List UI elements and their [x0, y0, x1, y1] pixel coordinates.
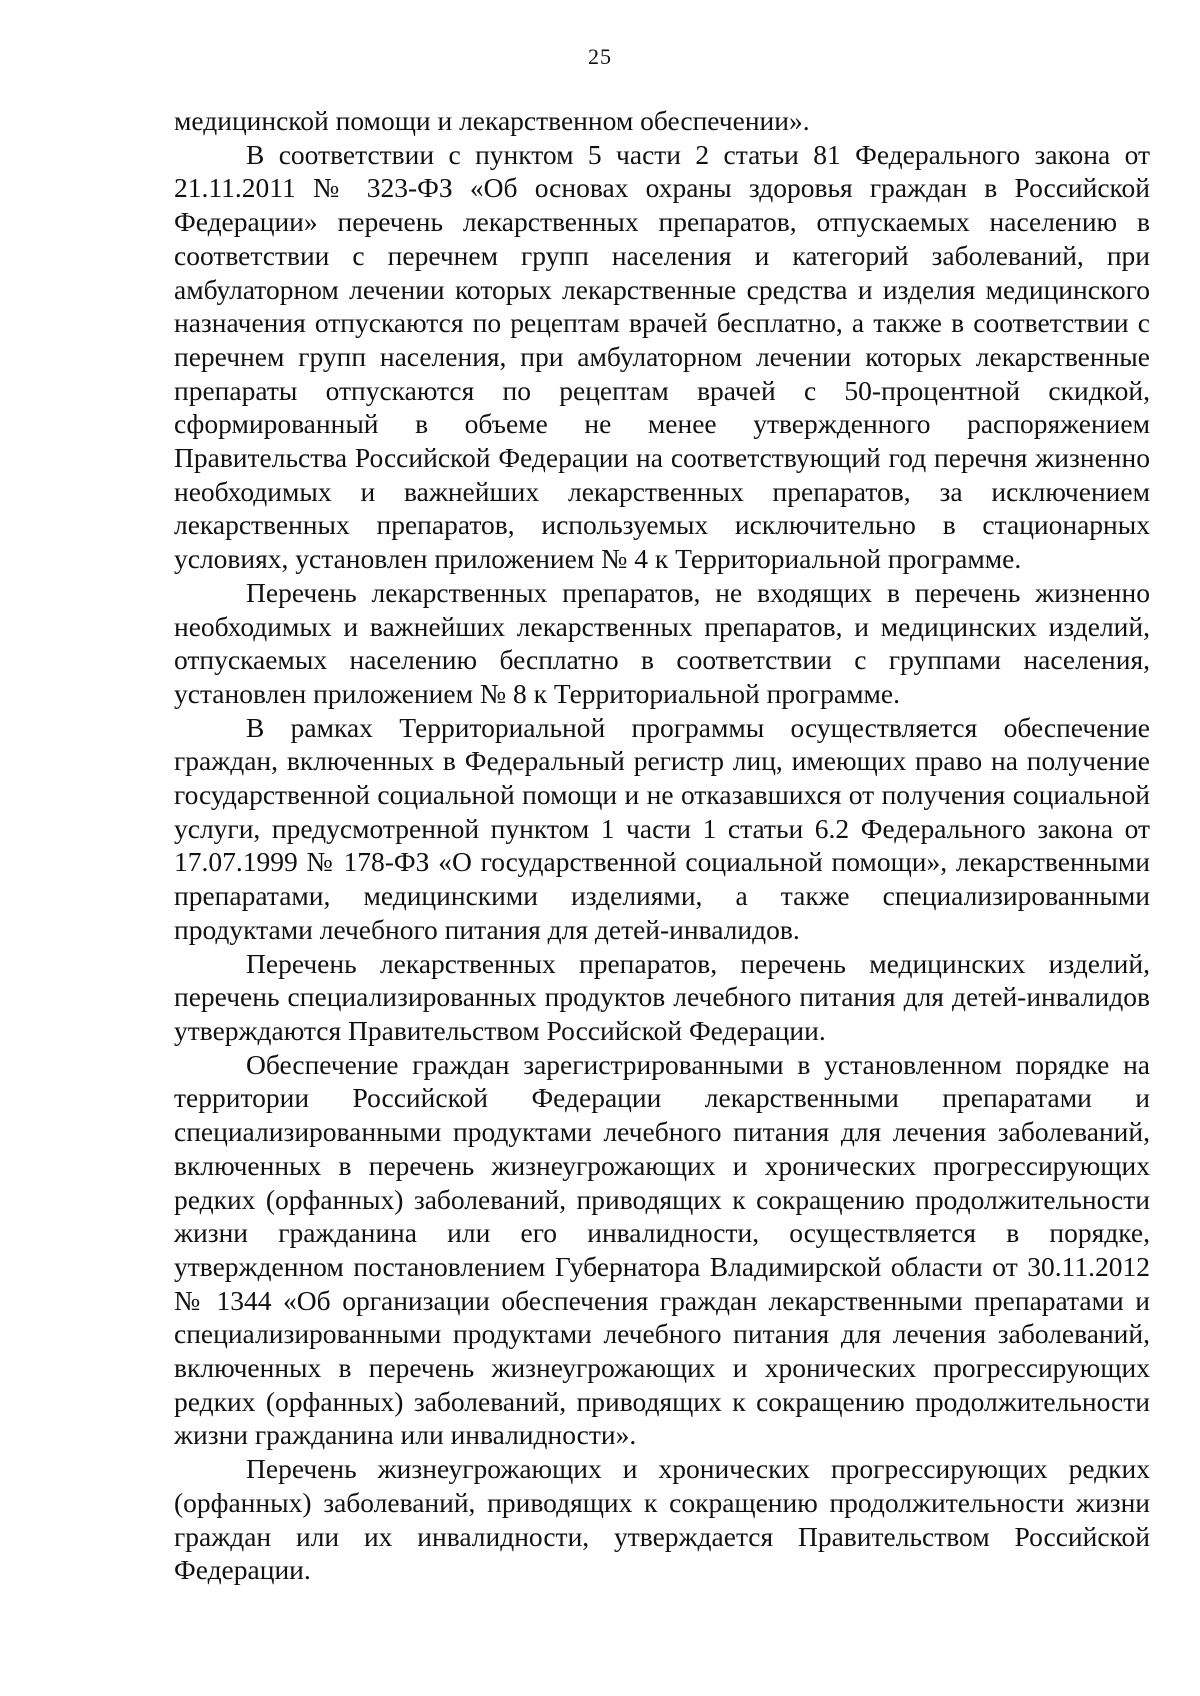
- paragraph-continuation: медицинской помощи и лекарственном обеспечении».: [174, 105, 810, 136]
- paragraph-drug-list-article-81: В соответствии с пунктом 5 части 2 статьи 81 Федерального закона от 21.11.2011 № 323-ФЗ «Об основах охраны здоровья граждан в Российской Федерации» перечень лекарственных препаратов, отпускаемых населению в соответствии с перечнем групп населения и категорий заболеваний, при амбулаторном лечении которых лекарственные средства и изделия медицинского назначения отпускаются по рецептам врачей бесплатно, а также в соответствии с перечнем групп населения, при амбулаторном лечении которых лекарственные препараты отпускаются по рецептам врачей с 50-процентной скидкой, сформированный в объеме не менее утвержденного распоряжением Правительства Российской Федерации на соответствующий год перечня жизненно необходимых и важнейших лекарственных препаратов, за исключением лекарственных препаратов, используемых исключительно в стационарных условиях, установлен приложением № 4 к Территориальной программе.: [174, 138, 1150, 575]
- paragraph-non-essential-drugs: Перечень лекарственных препаратов, не входящих в перечень жизненно необходимых и важнейших лекарственных препаратов, и медицинских изделий, отпускаемых населению бесплатно в соответствии с группами населения, установлен приложением № 8 к Территориальной программе.: [174, 576, 1150, 709]
- paragraph-government-lists: Перечень лекарственных препаратов, перечень медицинских изделий, перечень специализированных продуктов лечебного питания для детей-инвалидов утверждаются Правительством Российской Федерации.: [174, 947, 1150, 1046]
- page-number: 25: [588, 44, 612, 69]
- paragraph-federal-register: В рамках Территориальной программы осуществляется обеспечение граждан, включенных в Федеральный регистр лиц, имеющих право на получение государственной социальной помощи и не отказавшихся от получения социальной услуги, предусмотренной пунктом 1 части 1 статьи 6.2 Федерального закона от 17.07.1999 № 178-ФЗ «О государственной социальной помощи», лекарственными препаратами, медицинскими изделиями, а также специализированными продуктами лечебного питания для детей-инвалидов.: [174, 711, 1150, 945]
- paragraph-orphan-diseases-list: Перечень жизнеугрожающих и хронических прогрессирующих редких (орфанных) заболеваний, приводящих к сокращению продолжительности жизни граждан или их инвалидности, утверждается Правительством Российской Федерации.: [174, 1453, 1150, 1586]
- document-body: [174, 104, 1150, 1587]
- paragraph-orphan-diseases-provision: Обеспечение граждан зарегистрированными в установленном порядке на территории Российской Федерации лекарственными препаратами и специализированными продуктами лечебного питания для лечения заболеваний, включенных в перечень жизнеугрожающих и хронических прогрессирующих редких (орфанных) заболеваний, приводящих к сокращению продолжительности жизни гражданина или его инвалидности, осуществляется в порядке, утвержденном постановлением Губернатора Владимирской области от 30.11.2012 № 1344 «Об организации обеспечения граждан лекарственными препаратами и специализированными продуктами лечебного питания для лечения заболеваний, включенных в перечень жизнеугрожающих и хронических прогрессирующих редких (орфанных) заболеваний, приводящих к сокращению продолжительности жизни гражданина или инвалидности».: [174, 1048, 1150, 1451]
